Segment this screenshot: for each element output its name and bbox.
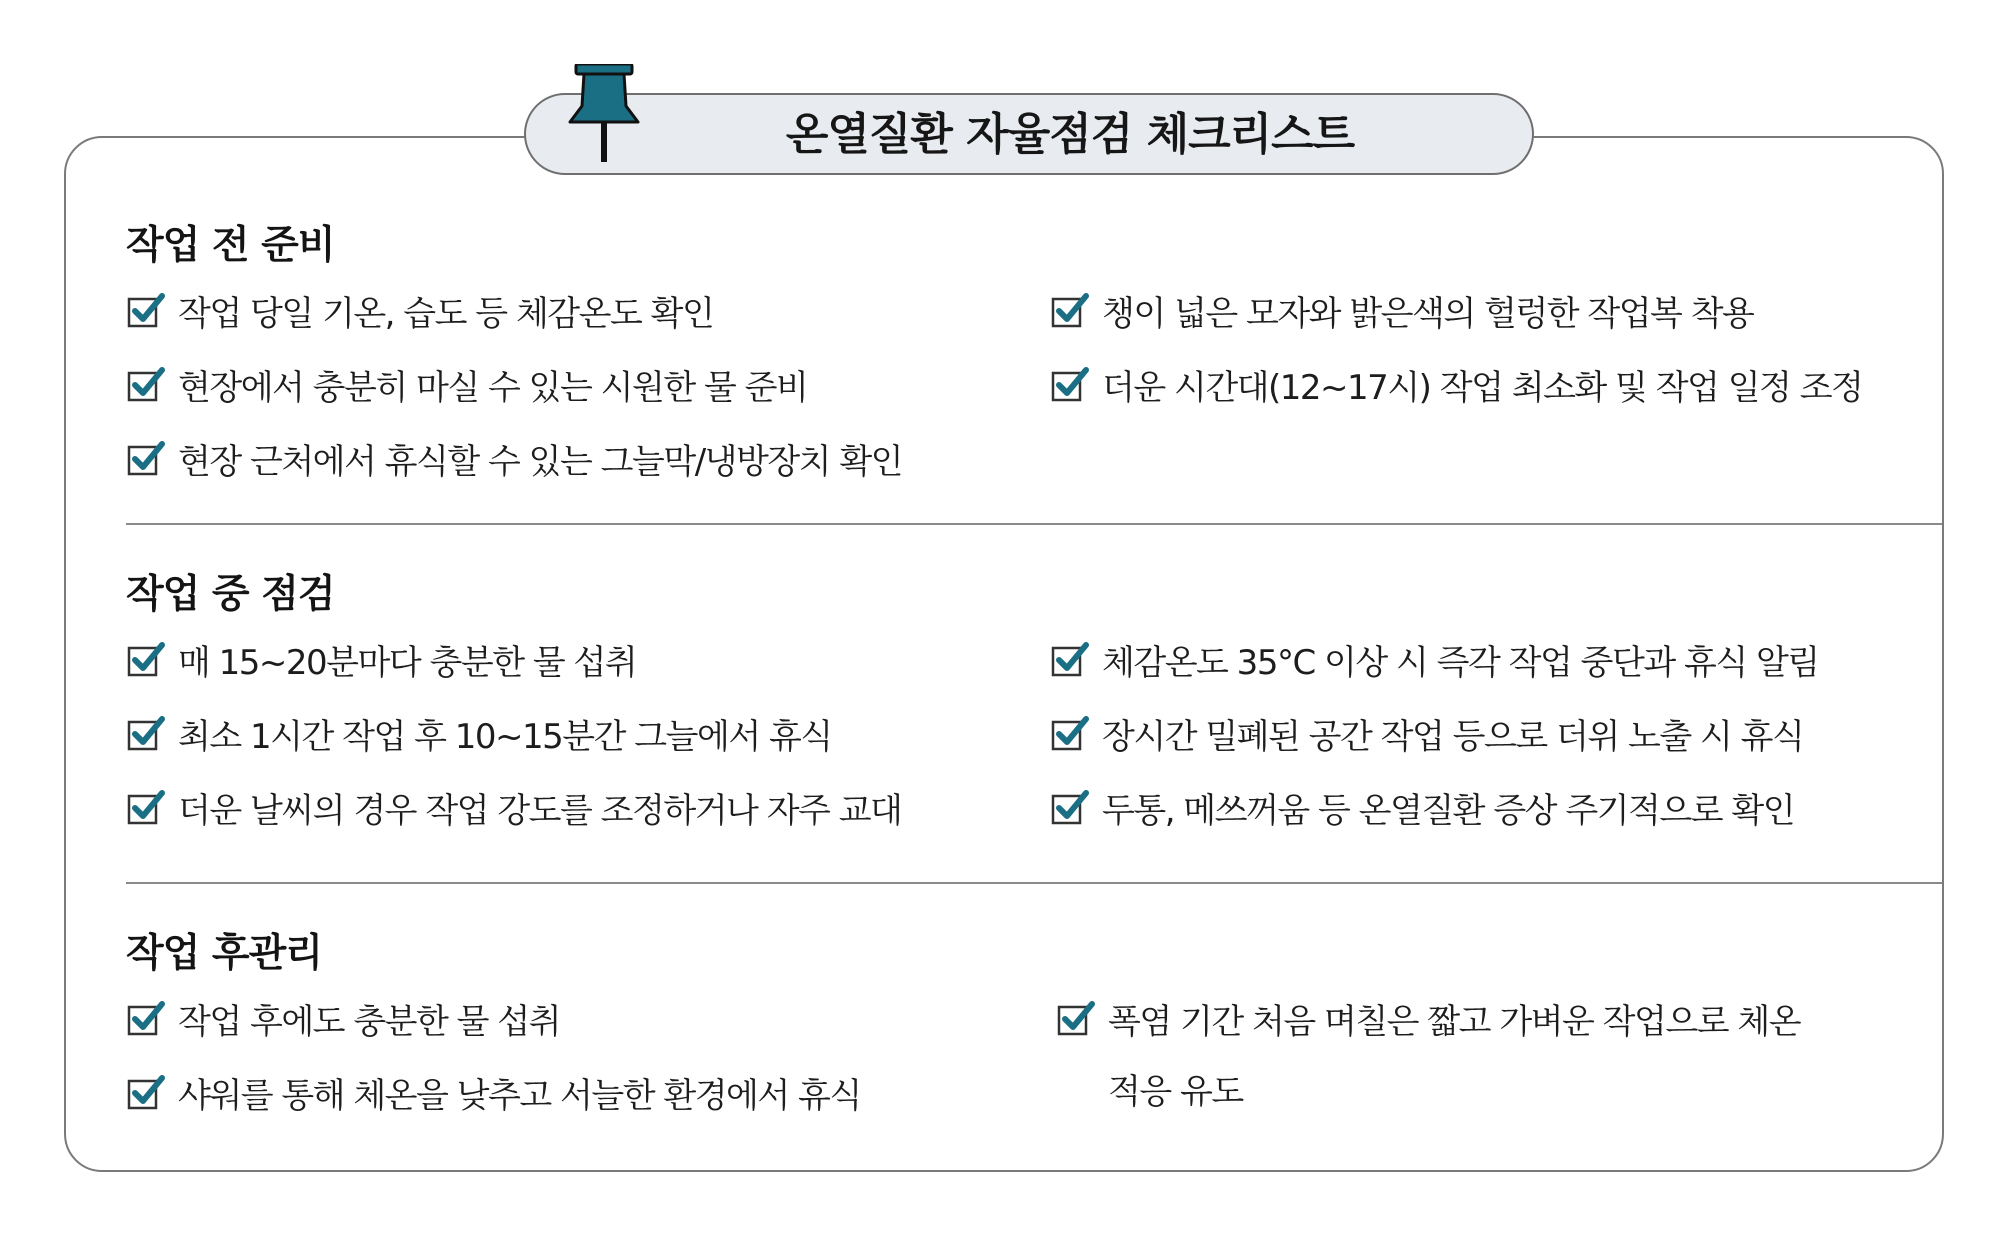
checkbox-checked-icon	[126, 713, 166, 753]
checklist-item: 샤워를 통해 체온을 낮추고 서늘한 환경에서 휴식	[126, 1066, 861, 1118]
checklist-item: 작업 후에도 충분한 물 섭취	[126, 992, 560, 1044]
checklist-item: 장시간 밀폐된 공간 작업 등으로 더위 노출 시 휴식	[1050, 707, 1803, 759]
section-title-after-work: 작업 후관리	[126, 931, 322, 976]
checklist-item: 더운 날씨의 경우 작업 강도를 조정하거나 자주 교대	[126, 781, 901, 833]
page-title: 온열질환 자율점검 체크리스트	[785, 109, 1355, 160]
checkbox-checked-icon	[1056, 998, 1096, 1038]
checklist-item: 최소 1시간 작업 후 10~15분간 그늘에서 휴식	[126, 707, 832, 759]
checklist-item: 현장 근처에서 휴식할 수 있는 그늘막/냉방장치 확인	[126, 432, 902, 484]
checklist-item: 작업 당일 기온, 습도 등 체감온도 확인	[126, 284, 713, 336]
checklist-item: 폭염 기간 처음 며칠은 짧고 가벼운 작업으로 체온	[1056, 992, 1800, 1044]
checkbox-checked-icon	[1050, 639, 1090, 679]
pushpin-icon	[566, 64, 642, 164]
checkbox-checked-icon	[126, 787, 166, 827]
checkbox-checked-icon	[1050, 787, 1090, 827]
section-title-during-work: 작업 중 점검	[126, 572, 335, 617]
checklist-item: 두통, 메쓰꺼움 등 온열질환 증상 주기적으로 확인	[1050, 781, 1794, 833]
checkbox-checked-icon	[126, 438, 166, 478]
checklist-item: 현장에서 충분히 마실 수 있는 시원한 물 준비	[126, 358, 807, 410]
checkbox-checked-icon	[126, 290, 166, 330]
section-divider	[126, 523, 1942, 525]
checklist-item: 챙이 넓은 모자와 밝은색의 헐렁한 작업복 착용	[1050, 284, 1753, 336]
checkbox-checked-icon	[1050, 290, 1090, 330]
checklist-item-continuation: 적응 유도	[1108, 1072, 1243, 1112]
checklist-item: 매 15~20분마다 충분한 물 섭취	[126, 633, 636, 685]
checkbox-checked-icon	[126, 364, 166, 404]
checkbox-checked-icon	[1050, 713, 1090, 753]
checkbox-checked-icon	[126, 1072, 166, 1112]
section-title-before-work: 작업 전 준비	[126, 223, 335, 268]
checkbox-checked-icon	[126, 639, 166, 679]
checklist-item: 더운 시간대(12~17시) 작업 최소화 및 작업 일정 조정	[1050, 358, 1862, 410]
checkbox-checked-icon	[126, 998, 166, 1038]
section-divider	[126, 882, 1942, 884]
checklist-item: 체감온도 35°C 이상 시 즉각 작업 중단과 휴식 알림	[1050, 633, 1819, 685]
checkbox-checked-icon	[1050, 364, 1090, 404]
